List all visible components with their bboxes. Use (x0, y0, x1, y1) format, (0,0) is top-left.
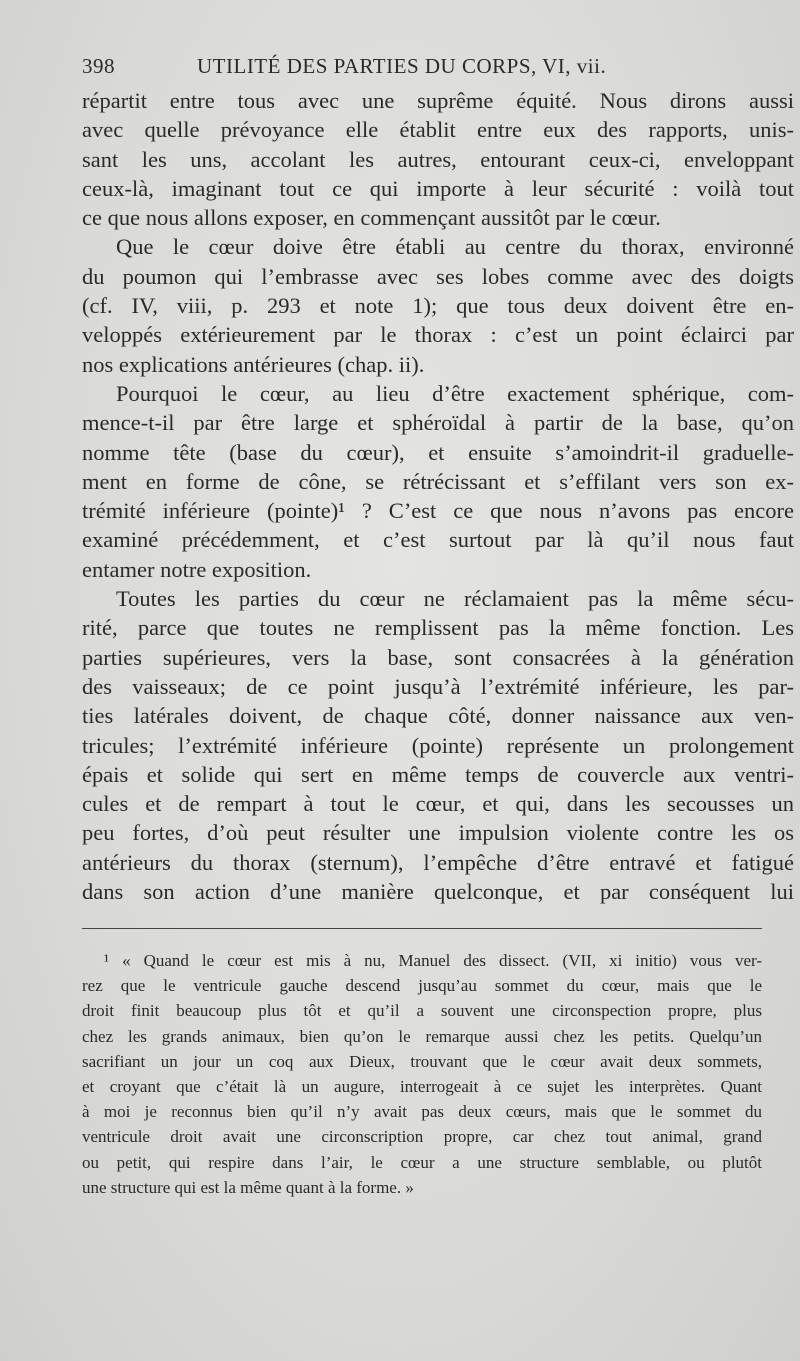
running-title: UTILITÉ DES PARTIES DU CORPS, VI, vii. (197, 54, 607, 78)
text-line: antérieurs du thorax (sternum), l’empêche d’être entravé et fatigué (82, 849, 794, 875)
footnote-line: ou petit, qui respire dans l’air, le cœur a une structure semblable, ou plutôt (82, 1152, 762, 1172)
text-line: Que le cœur doive être établi au centre du thorax, environné (116, 234, 794, 260)
text-line: ce que nous allons exposer, en commençant aussitôt par le cœur. (82, 205, 661, 231)
footnote-line: rez que le ventricule gauche descend jusqu’au sommet du cœur, mais que le (82, 976, 762, 996)
text-line: du poumon qui l’embrasse avec ses lobes comme avec des doigts (82, 263, 794, 289)
text-line: ties latérales doivent, de chaque côté, donner naissance aux ven- (82, 703, 794, 729)
text-line: nomme tête (base du cœur), et ensuite s’amoindrit-il graduelle- (82, 439, 794, 465)
text-line: Toutes les parties du cœur ne réclamaient pas la même sécu- (116, 586, 794, 612)
running-head (82, 54, 782, 84)
text-line: épais et solide qui sert en même temps de couvercle aux ventri- (82, 761, 794, 787)
footnote-line: chez les grands animaux, bien qu’on le remarque aussi chez les petits. Quelqu’un (82, 1026, 762, 1046)
footnote-line: une structure qui est la même quant à la forme. » (82, 1177, 414, 1197)
text-line: ment en forme de cône, se rétrécissant et s’effilant vers son ex- (82, 468, 794, 494)
text-line: sant les uns, accolant les autres, entourant ceux-ci, enveloppant (82, 146, 794, 172)
body-text (82, 86, 794, 906)
text-line: des vaisseaux; de ce point jusqu’à l’extrémité inférieure, les par- (82, 673, 794, 699)
text-line: rité, parce que toutes ne remplissent pas la même fonction. Les (82, 615, 794, 641)
text-line: avec quelle prévoyance elle établit entre eux des rapports, unis- (82, 117, 794, 143)
footnote-line: ¹ « Quand le cœur est mis à nu, Manuel des dissect. (VII, xi initio) vous ver- (104, 951, 762, 970)
text-line: trémité inférieure (pointe)¹ ? C’est ce que nous n’avons pas encore (82, 498, 794, 524)
footnote-line: sacrifiant un jour un coq aux Dieux, trouvant que le cœur avait deux sommets, (82, 1051, 762, 1071)
text-line: (cf. IV, viii, p. 293 et note 1); que tous deux doivent être en- (82, 293, 794, 319)
text-line: ceux-là, imaginant tout ce qui importe à leur sécurité : voilà tout (82, 175, 794, 201)
footnote-line: à moi je reconnus bien qu’il n’y avait pas deux cœurs, mais que le sommet du (82, 1102, 762, 1122)
page-number: 398 (82, 54, 115, 78)
text-line: dans son action d’une manière quelconque, et par conséquent lui (82, 879, 794, 905)
text-line: nos explications antérieures (chap. ii). (82, 351, 425, 377)
text-line: répartit entre tous avec une suprême équité. Nous dirons aussi (82, 88, 794, 113)
text-line: parties supérieures, vers la base, sont consacrées à la génération (82, 644, 794, 670)
text-line: peu fortes, d’où peut résulter une impulsion violente contre les os (82, 820, 794, 846)
footnote-rule (82, 928, 762, 929)
text-line: cules et de rempart à tout le cœur, et qui, dans les secousses un (82, 791, 794, 817)
text-line: tricules; l’extrémité inférieure (pointe) représente un prolongement (82, 732, 794, 758)
text-line: Pourquoi le cœur, au lieu d’être exactement sphérique, com- (116, 380, 794, 406)
text-line: examiné précédemment, et c’est surtout par là qu’il nous faut (82, 527, 794, 553)
text-line: entamer notre exposition. (82, 556, 312, 582)
footnote-line: et croyant que c’était là un augure, interrogeait à ce sujet les interprètes. Quant (82, 1076, 762, 1096)
footnotes (82, 948, 762, 1200)
footnote-line: ventricule droit avait une circonscription propre, car chez tout animal, grand (82, 1127, 762, 1147)
text-line: mence-t-il par être large et sphéroïdal à partir de la base, qu’on (82, 410, 794, 436)
footnote-line: droit finit beaucoup plus tôt et qu’il a souvent une circonspection propre, plus (82, 1001, 762, 1021)
text-line: veloppés extérieurement par le thorax : c’est un point éclairci par (82, 322, 794, 348)
